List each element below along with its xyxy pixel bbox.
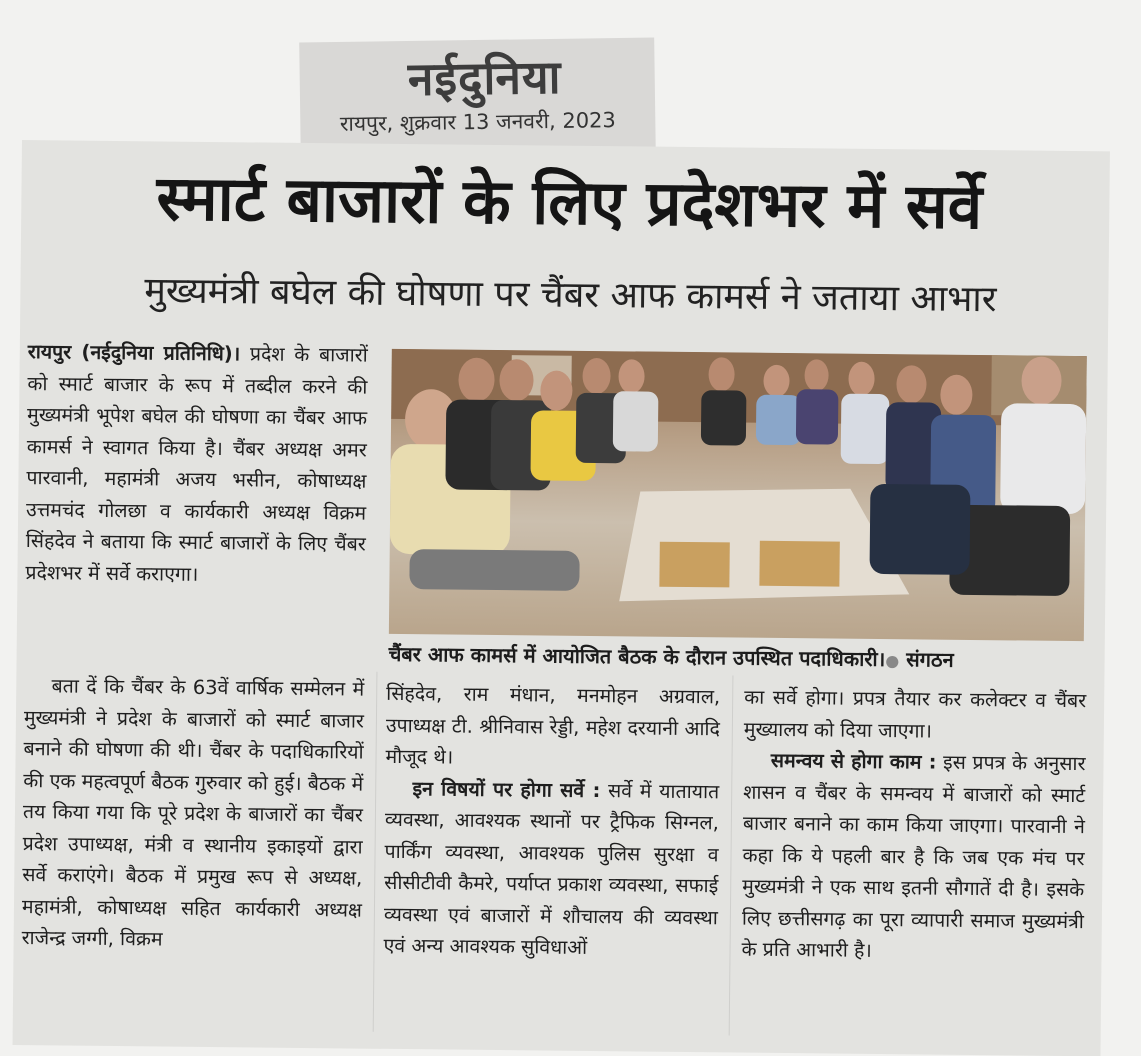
column-divider bbox=[373, 672, 378, 1032]
paragraph-form: का सर्वे होगा। प्रपत्र तैयार कर कलेक्टर व चैंबर मुख्यालय को दिया जाएगा। bbox=[743, 685, 1087, 743]
masthead-dateline: रायपुर, शुक्रवार 13 जनवरी, 2023 bbox=[339, 108, 616, 136]
photo-caption-text: चैंबर आफ कामर्स में आयोजित बैठक के दौरान उपस्थित पदाधिकारी। bbox=[388, 641, 886, 672]
article-column-1-top bbox=[25, 336, 368, 592]
paragraph-intro: प्रदेश के बाजारों को स्मार्ट बाजार के रूप में तब्दील करने की मुख्यमंत्री भूपेश बघेल की घोषणा का चैंबर आफ कामर्स ने स्वागत किया है। चैंबर अध्यक्ष अमर पारवानी, महामंत्री अजय भसीन, कोषाध्यक्ष उत्तमचंद गोलछा व कार्यकारी अध्यक्ष विक्रम सिंहदेव ने बताया कि स्मार्ट बाजारों के लिए चैंबर प्रदेशभर में सर्वे कराएगा। bbox=[25, 342, 368, 586]
column-divider bbox=[729, 675, 734, 1035]
subheading-survey-topics: इन विषयों पर होगा सर्वे : bbox=[412, 776, 601, 802]
paragraph-coordination: इस प्रपत्र के अनुसार शासन व चैंबर के समन्वय में बाजारों को स्मार्ट बाजार बनाने का काम किया जाएगा। पारवानी ने कहा कि ये पहली बार है कि जब एक मंच पर मुख्यमंत्री ने एक साथ इतनी सौगातें दी है। इसके लिए छत्तीसगढ़ का पूरा व्यापारी समाज मुख्यमंत्री के प्रति आभारी है। bbox=[741, 750, 1086, 962]
subheadline: मुख्यमंत्री बघेल की घोषणा पर चैंबर आफ कामर्स ने जताया आभार bbox=[144, 270, 997, 321]
paragraph-survey-topics: सर्वे में यातायात व्यवस्था, आवश्यक स्थानों पर ट्रैफिक सिग्नल, पार्किंग व्यवस्था, आवश्यक पुलिस सुरक्षा व सीसीटीवी कैमरे, पर्याप्त प्रकाश व्यवस्था, सफाई व्यवस्था एवं बाजारों में शौचालय की व्यवस्था एवं अन्य आवश्यक सुविधाओं bbox=[383, 778, 720, 959]
news-clipping bbox=[13, 140, 1110, 1056]
newspaper-masthead bbox=[299, 38, 656, 160]
paragraph-background: बता दें कि चैंबर के 63वें वार्षिक सम्मेलन में मुख्यमंत्री ने प्रदेश के बाजारों को स्मार्ट बाजार बनाने की घोषणा की थी। चैंबर के पदाधिकारियों की एक महत्वपूर्ण बैठक गुरुवार को हुई। बैठक में तय किया गया कि पूरे प्रदेश के बाजारों का चैंबर प्रदेश उपाध्यक्ष, मंत्री व स्थानीय इकाइयों द्वारा सर्वे कराएंगे। बैठक में प्रमुख रूप से अध्यक्ष, महामंत्री, कोषाध्यक्ष सहित कार्यकारी अध्यक्ष राजेन्द्र जग्गी, विक्रम bbox=[21, 674, 365, 951]
article-column-1-bottom bbox=[21, 670, 364, 957]
headline: स्मार्ट बाजारों के लिए प्रदेशभर में सर्वे bbox=[156, 161, 983, 244]
paragraph-attendees: सिंहदेव, राम मंधान, मनमोहन अग्रवाल, उपाध्यक्ष टी. श्रीनिवास रेड्डी, महेश दरयानी आदि मौजूद थे। bbox=[385, 681, 721, 769]
bullet-icon: ● bbox=[885, 651, 900, 671]
photo-caption bbox=[389, 640, 1089, 674]
photo-credit: संगठन bbox=[906, 647, 954, 672]
subheading-coordination: समन्वय से होगा काम : bbox=[770, 748, 937, 774]
meeting-photo bbox=[389, 349, 1087, 641]
article-column-3 bbox=[741, 682, 1086, 969]
article-column-2 bbox=[383, 678, 720, 965]
article-dateline: रायपुर (नईदुनिया प्रतिनिधि)। bbox=[27, 340, 241, 366]
newspaper-logo: नईदुनिया bbox=[407, 49, 562, 106]
meeting-photo-illustration bbox=[389, 349, 1087, 641]
